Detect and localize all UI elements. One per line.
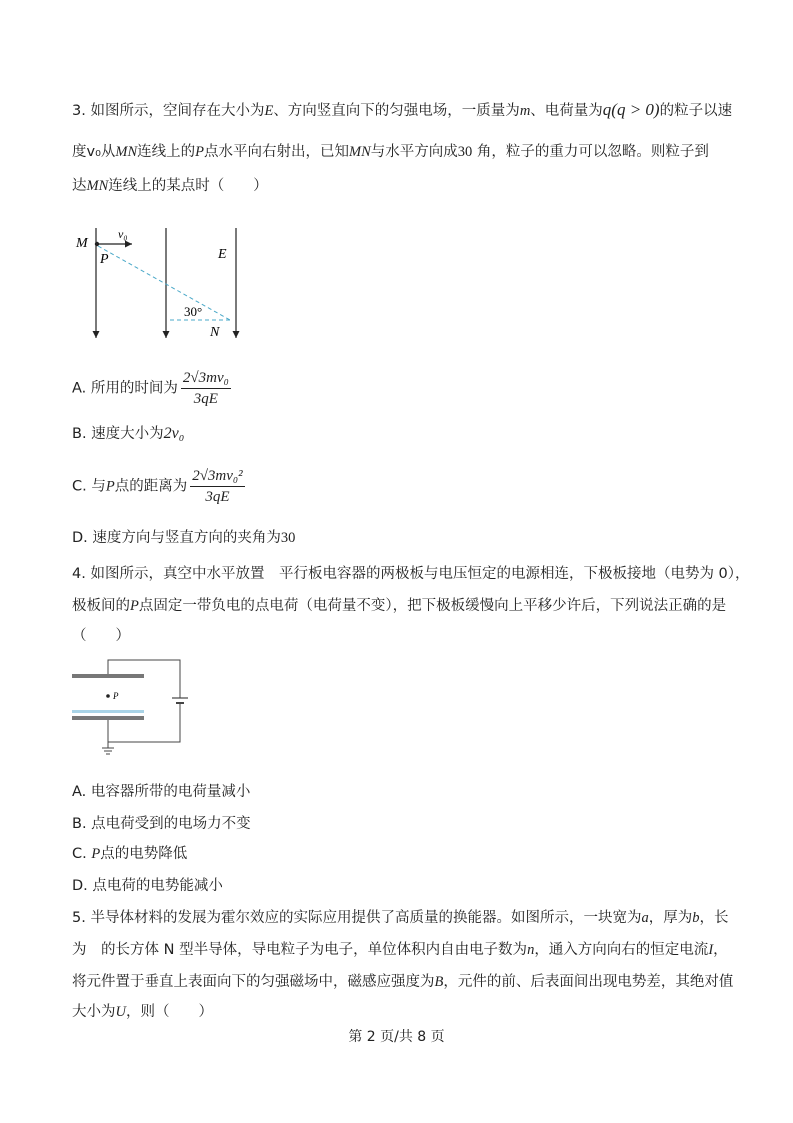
math-2v0: 2v₀ [163,425,185,442]
q5-line-3 [72,972,733,992]
q4-option-c [72,844,187,864]
q3-text: 连线上的某点时（ ） [108,178,268,194]
math-30: 30 [280,530,296,546]
q4-option-b: B. 点电荷受到的电场力不变 [72,816,251,832]
MN-dashed-line [98,246,230,320]
label-N: N [210,325,220,340]
lower-wire [108,703,180,742]
q3-option-c [72,466,245,507]
option-text: A. 所用的时间为 [72,380,178,397]
q5-text: ， [713,942,728,958]
math-b: b [692,910,700,926]
q3-text: 、方向竖直向下的匀强电场，一质量为 [273,103,520,119]
q4-line-2 [72,596,726,616]
label-M: M [76,236,88,251]
q5-line-1 [72,908,728,928]
option-text: C. 与 [72,478,106,495]
q5-text: 将元件置于垂直上表面向下的匀强磁场中，磁感应强度为 [72,974,435,990]
q3-text: 连线上的 [137,144,196,160]
q5-text: 5. 半导体材料的发展为霍尔效应的实际应用提供了高质量的换能器。如图所示，一块宽为 [72,910,642,926]
option-text: B. 速度大小为 [72,426,164,442]
q3-line-3 [72,176,268,196]
q3-line-1 [72,100,732,121]
math-U: U [115,1004,126,1020]
math-angle: 30 [457,144,473,160]
math-E: E [264,103,274,119]
upper-wire [108,660,180,698]
q4-option-d: D. 点电荷的电势能减小 [72,878,223,894]
math-P: P [130,598,139,614]
q5-text: ，则（ ） [125,1004,213,1020]
q5-text: ，通入方向向右的恒定电流 [534,942,709,958]
label-P: P [113,691,119,701]
q3-text: 点水平向右射出，已知 [204,144,350,160]
label-v0: v₀ [118,227,128,241]
math-q-condition: q(q > 0) [602,100,660,119]
q3-text: 达 [72,178,87,194]
math-I: I [708,942,714,958]
math-n: n [527,942,535,958]
option-text: D. 速度方向与竖直方向的夹角为 [72,530,281,546]
denominator: 3qE [205,489,230,505]
page-footer: 第 2 页/共 8 页 [348,1029,445,1045]
q5-text: 大小为 [72,1004,116,1020]
math-MN: MN [115,144,138,160]
label-P: P [100,252,109,267]
math-B: B [434,974,444,990]
q4-option-a: A. 电容器所带的电荷量减小 [72,784,251,800]
upper-plate [72,674,144,678]
point-P-dot [95,242,99,246]
q3-text: 与水平方向成 [370,144,458,160]
q5-text: ，长 [699,910,729,926]
q3-text: 度v₀从 [72,144,116,160]
q3-option-a [72,368,231,409]
q3-text: 3. 如图所示，空间存在大小为 [72,103,265,119]
q4-text: 点固定一带负电的点电荷（电荷量不变），把下极板缓慢向上平移少许后，下列说法正确的是 [138,598,727,614]
q3-text: 的粒子以速 [659,103,733,119]
q4-text: 极板间的 [72,598,130,614]
q3-line-2 [72,142,709,162]
denominator: 3qE [193,391,218,407]
numerator: 2√3mv₀ [181,368,231,389]
lower-plate [72,716,144,720]
math-MN: MN [86,178,109,194]
math-a: a [641,910,649,926]
q3-text: 、电荷量为 [530,103,603,119]
q4-line-3: （ ） [72,628,130,644]
option-text: 点的距离为 [114,478,188,495]
math-m: m [519,103,531,119]
option-text: C. [72,846,92,862]
q3-option-b [72,424,184,444]
q3-option-d [72,528,295,548]
q5-line-2 [72,940,728,960]
math-P: P [105,478,115,495]
q5-text: 为 的长方体 N 型半导体，导电粒子为电子，单位体积内自由电子数为 [72,942,528,958]
fraction [190,466,244,507]
shifted-plate-highlight [72,710,144,713]
q3-text: 角，粒子的重力可以忽略。则粒子到 [476,144,709,160]
math-MN: MN [349,144,371,160]
math-P: P [91,846,101,862]
q3-field-figure [70,218,250,348]
q4-line-1: 4. 如图所示，真空中水平放置 平行板电容器的两极板与电压恒定的电源相连，下极板接地（电势为 0）， [72,566,750,582]
q5-line-4 [72,1002,213,1022]
numerator: 2√3mv₀² [190,466,244,487]
math-P: P [195,144,205,160]
option-text: 点的电势降低 [100,846,188,862]
q4-capacitor-figure [70,656,190,756]
point-charge-dot [106,694,110,698]
q5-text: ，元件的前、后表面间出现电势差，其绝对值 [443,974,734,990]
label-angle: 30° [184,304,203,319]
fraction [181,368,231,409]
q5-text: ，厚为 [648,910,693,926]
label-E: E [218,247,227,262]
